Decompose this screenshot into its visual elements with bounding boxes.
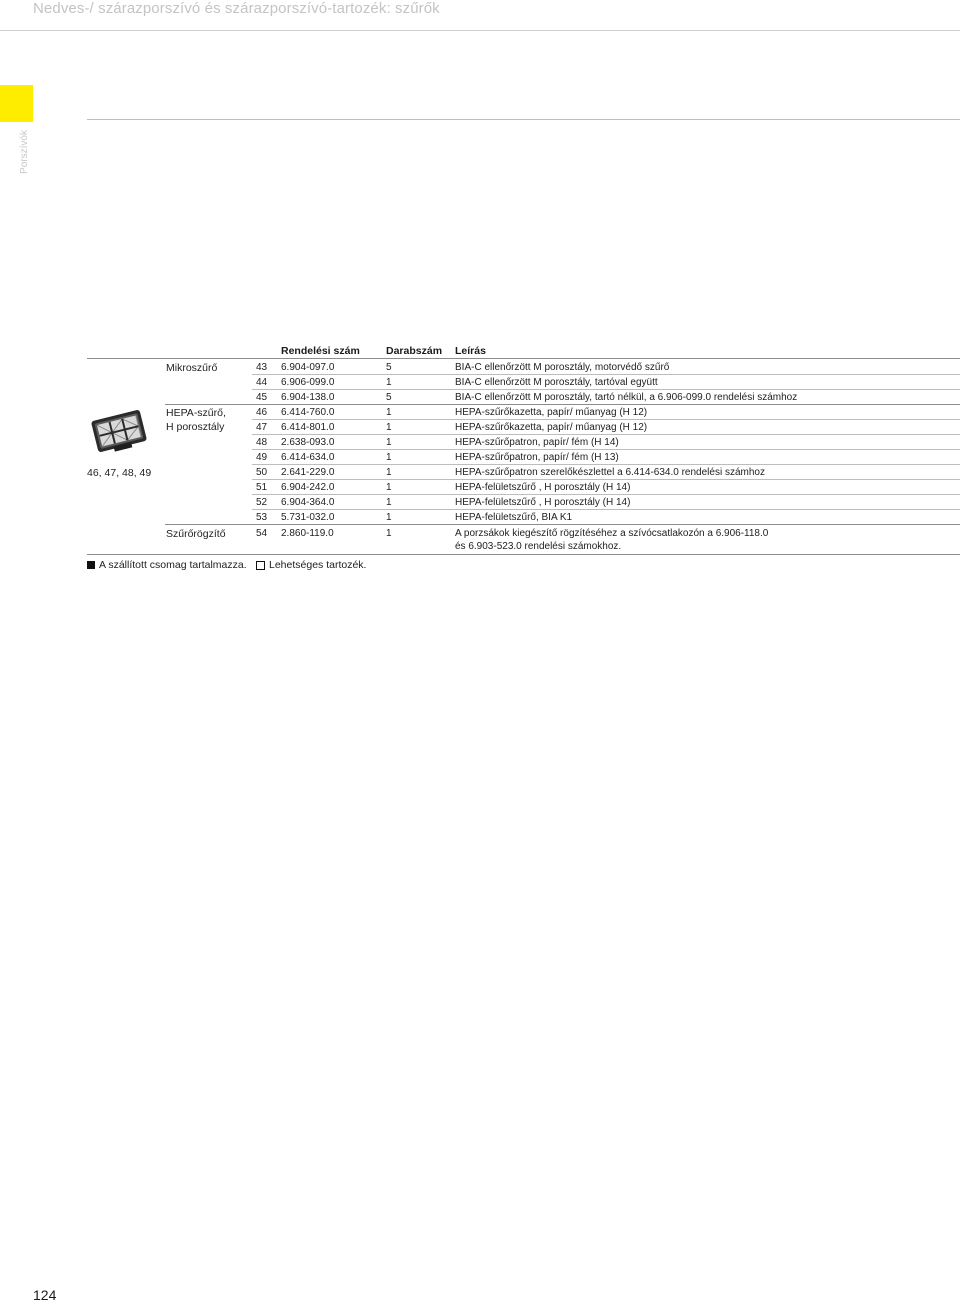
legend-included xyxy=(87,559,247,571)
description: HEPA-felületszűrő , H porosztály (H 14) xyxy=(455,482,631,493)
page-number: 124 xyxy=(33,1287,57,1303)
legend-optional xyxy=(256,559,366,571)
table-row-rule xyxy=(252,464,960,465)
row-number: 49 xyxy=(256,452,268,463)
table-bottom-rule xyxy=(87,554,960,555)
description: A porzsákok kiegészítő rögzítéséhez a szívócsatlakozón a 6.906-118.0 xyxy=(455,528,769,539)
image-caption: 46, 47, 48, 49 xyxy=(87,467,152,479)
table-row-rule xyxy=(252,419,960,420)
quantity: 1 xyxy=(386,377,392,388)
order-number: 2.638-093.0 xyxy=(281,437,335,448)
description: HEPA-szűrőpatron, papír/ fém (H 13) xyxy=(455,452,619,463)
quantity: 5 xyxy=(386,392,392,403)
content-top-divider xyxy=(87,119,960,120)
hepa-filter-image xyxy=(88,408,150,454)
order-number: 6.414-801.0 xyxy=(281,422,335,433)
table-row-rule xyxy=(252,509,960,510)
row-number: 50 xyxy=(256,467,268,478)
table-row-rule xyxy=(252,389,960,390)
row-number: 51 xyxy=(256,482,268,493)
quantity: 1 xyxy=(386,407,392,418)
order-number: 2.860-119.0 xyxy=(281,528,334,539)
description: HEPA-szűrőkazetta, papír/ műanyag (H 12) xyxy=(455,407,648,418)
column-header-description: Leírás xyxy=(455,345,486,357)
row-number: 44 xyxy=(256,377,268,388)
order-number: 2.641-229.0 xyxy=(281,467,335,478)
order-number: 6.904-138.0 xyxy=(281,392,335,403)
description: HEPA-felületszűrő, BIA K1 xyxy=(455,512,573,523)
header-divider xyxy=(0,30,960,31)
table-top-rule xyxy=(87,358,960,359)
table-row-rule xyxy=(252,494,960,495)
quantity: 5 xyxy=(386,362,392,373)
quantity: 1 xyxy=(386,528,392,539)
table-row-rule xyxy=(252,434,960,435)
quantity: 1 xyxy=(386,467,392,478)
order-number: 6.904-097.0 xyxy=(281,362,335,373)
quantity: 1 xyxy=(386,452,392,463)
description: BIA-C ellenőrzött M porosztály, tartó nélkül, a 6.906-099.0 rendelési számhoz xyxy=(455,392,798,403)
description: HEPA-szűrőkazetta, papír/ műanyag (H 12) xyxy=(455,422,648,433)
description: BIA-C ellenőrzött M porosztály, motorvédő szűrő xyxy=(455,362,670,373)
column-header-order-number: Rendelési szám xyxy=(281,345,360,357)
category-label-hepa: HEPA-szűrő, xyxy=(166,407,226,419)
row-number: 45 xyxy=(256,392,268,403)
empty-square-icon xyxy=(256,561,265,570)
filled-square-icon xyxy=(87,561,95,569)
row-number: 43 xyxy=(256,362,268,373)
quantity: 1 xyxy=(386,512,392,523)
column-header-quantity: Darabszám xyxy=(386,345,443,357)
table-group-rule xyxy=(165,524,960,525)
row-number: 54 xyxy=(256,528,268,539)
section-color-tab xyxy=(0,85,33,122)
description-continued: és 6.903-523.0 rendelési számokhoz. xyxy=(455,541,622,552)
page-header-title: Nedves-/ szárazporszívó és szárazporszívó-tartozék: szűrők xyxy=(33,0,440,17)
order-number: 6.904-242.0 xyxy=(281,482,335,493)
quantity: 1 xyxy=(386,437,392,448)
quantity: 1 xyxy=(386,482,392,493)
order-number: 6.904-364.0 xyxy=(281,497,335,508)
legend-included-label: A szállított csomag tartalmazza. xyxy=(99,559,247,571)
table-row-rule xyxy=(252,374,960,375)
category-label-micro: Mikroszűrő xyxy=(166,362,218,374)
table-group-rule xyxy=(165,404,960,405)
row-number: 46 xyxy=(256,407,268,418)
table-row-rule xyxy=(252,479,960,480)
section-label: Porszívók xyxy=(19,130,30,174)
description: HEPA-felületszűrő , H porosztály (H 14) xyxy=(455,497,631,508)
table-row-rule xyxy=(252,449,960,450)
category-label-holder: Szűrőrögzítő xyxy=(166,528,226,540)
category-label-hepa-class: H porosztály xyxy=(166,421,225,433)
order-number: 6.414-634.0 xyxy=(281,452,335,463)
description: HEPA-szűrőpatron, papír/ fém (H 14) xyxy=(455,437,619,448)
order-number: 6.414-760.0 xyxy=(281,407,335,418)
row-number: 52 xyxy=(256,497,268,508)
order-number: 5.731-032.0 xyxy=(281,512,335,523)
quantity: 1 xyxy=(386,422,392,433)
description: HEPA-szűrőpatron szerelőkészlettel a 6.414-634.0 rendelési számhoz xyxy=(455,467,765,478)
description: BIA-C ellenőrzött M porosztály, tartóval együtt xyxy=(455,377,658,388)
order-number: 6.906-099.0 xyxy=(281,377,335,388)
row-number: 47 xyxy=(256,422,268,433)
row-number: 48 xyxy=(256,437,268,448)
row-number: 53 xyxy=(256,512,268,523)
quantity: 1 xyxy=(386,497,392,508)
legend-optional-label: Lehetséges tartozék. xyxy=(269,559,367,571)
